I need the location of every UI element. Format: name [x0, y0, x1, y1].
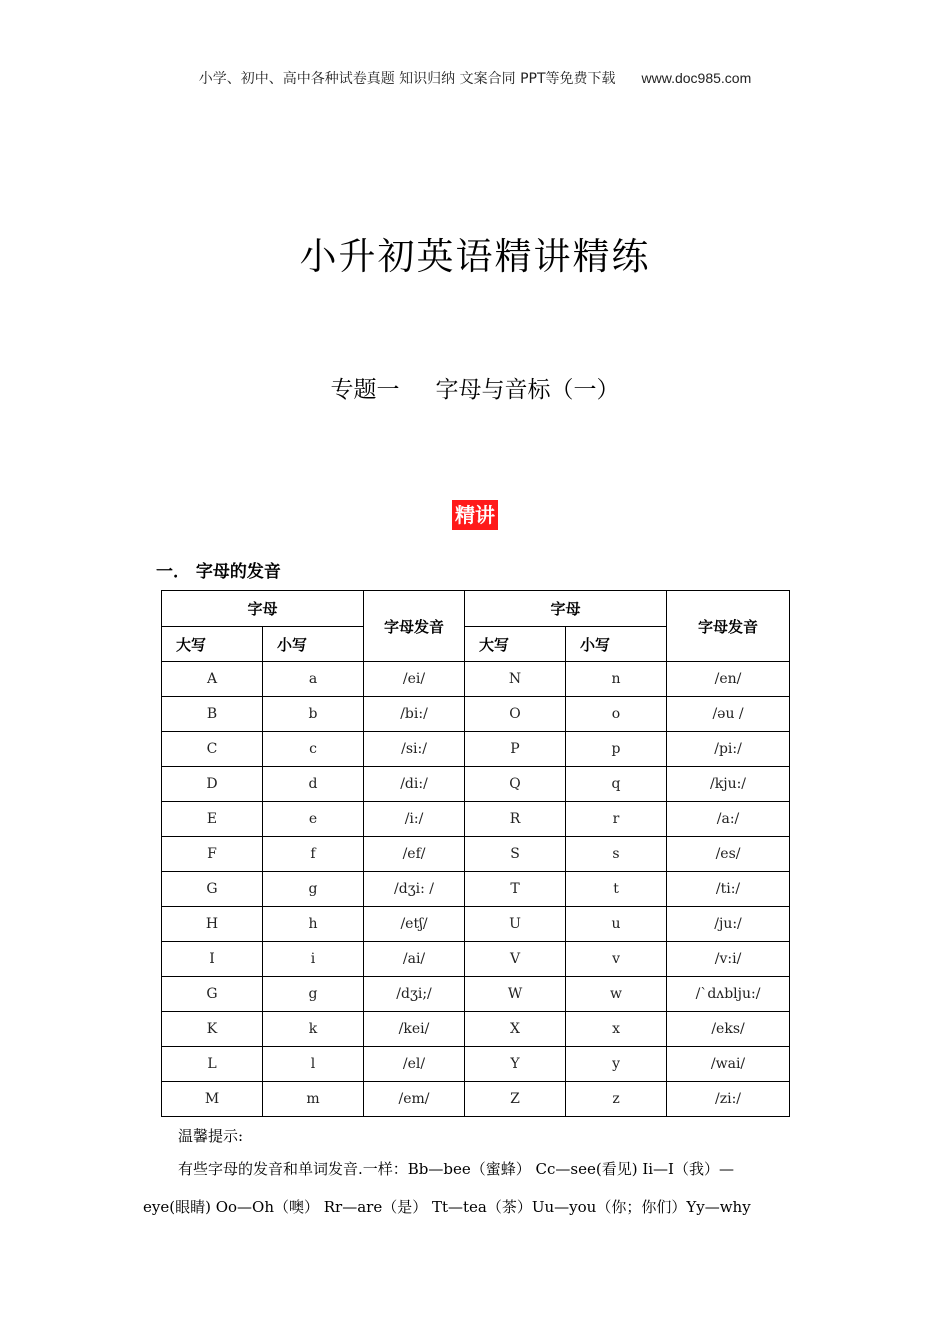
- alphabet-table: [161, 590, 790, 1117]
- table-row: [162, 662, 790, 697]
- table-row: [162, 837, 790, 872]
- uppercase-cell: U: [465, 907, 566, 942]
- lowercase-cell: x: [566, 1012, 667, 1047]
- table-row: [162, 977, 790, 1012]
- lowercase-header-left: 小写: [263, 627, 364, 662]
- lowercase-cell: e: [263, 802, 364, 837]
- uppercase-cell: O: [465, 697, 566, 732]
- letter-rows: [162, 662, 790, 1117]
- lowercase-header-right: 小写: [566, 627, 667, 662]
- uppercase-cell: S: [465, 837, 566, 872]
- topic-subtitle: [0, 371, 950, 404]
- uppercase-cell: E: [162, 802, 263, 837]
- table-row: [162, 1012, 790, 1047]
- lowercase-cell: m: [263, 1082, 364, 1117]
- lowercase-cell: y: [566, 1047, 667, 1082]
- uppercase-cell: I: [162, 942, 263, 977]
- lowercase-cell: t: [566, 872, 667, 907]
- page-header: [0, 68, 950, 88]
- pronunciation-cell: /em/: [364, 1082, 465, 1117]
- table-row: [162, 872, 790, 907]
- pronunciation-cell: /bi:/: [364, 697, 465, 732]
- uppercase-cell: H: [162, 907, 263, 942]
- section-title: 一． 字母的发音: [156, 562, 281, 582]
- pronunciation-cell: /kei/: [364, 1012, 465, 1047]
- pronunciation-cell: /wai/: [667, 1047, 790, 1082]
- lowercase-cell: q: [566, 767, 667, 802]
- pronunciation-cell: /es/: [667, 837, 790, 872]
- uppercase-cell: N: [465, 662, 566, 697]
- lowercase-cell: i: [263, 942, 364, 977]
- pronunciation-cell: /si:/: [364, 732, 465, 767]
- header-site[interactable]: www.doc985.com: [641, 70, 752, 86]
- pronunciation-cell: /v:i/: [667, 942, 790, 977]
- uppercase-cell: V: [465, 942, 566, 977]
- uppercase-cell: Q: [465, 767, 566, 802]
- pronunciation-cell: /di:/: [364, 767, 465, 802]
- lowercase-cell: a: [263, 662, 364, 697]
- letter-group-header-left: 字母: [162, 591, 364, 627]
- table-row: [162, 942, 790, 977]
- lowercase-cell: g: [263, 977, 364, 1012]
- uppercase-cell: W: [465, 977, 566, 1012]
- uppercase-cell: F: [162, 837, 263, 872]
- uppercase-cell: T: [465, 872, 566, 907]
- tip-label: 温馨提示:: [178, 1127, 244, 1145]
- lowercase-cell: l: [263, 1047, 364, 1082]
- lowercase-cell: f: [263, 837, 364, 872]
- lowercase-cell: h: [263, 907, 364, 942]
- uppercase-header-left: 大写: [162, 627, 263, 662]
- lowercase-cell: r: [566, 802, 667, 837]
- pronunciation-cell: /el/: [364, 1047, 465, 1082]
- lowercase-cell: u: [566, 907, 667, 942]
- pronunciation-cell: /kju:/: [667, 767, 790, 802]
- uppercase-cell: P: [465, 732, 566, 767]
- uppercase-cell: Y: [465, 1047, 566, 1082]
- lecture-badge: 精讲: [452, 500, 498, 530]
- pronunciation-cell: /ei/: [364, 662, 465, 697]
- uppercase-cell: D: [162, 767, 263, 802]
- table-row: [162, 1082, 790, 1117]
- lowercase-cell: b: [263, 697, 364, 732]
- pronunciation-cell: /dʒi;/: [364, 977, 465, 1012]
- pronunciation-cell: /dʒi: /: [364, 872, 465, 907]
- lowercase-cell: z: [566, 1082, 667, 1117]
- lowercase-cell: c: [263, 732, 364, 767]
- pronunciation-cell: /ef/: [364, 837, 465, 872]
- table-row: [162, 907, 790, 942]
- table-row: [162, 767, 790, 802]
- lowercase-cell: s: [566, 837, 667, 872]
- uppercase-cell: G: [162, 872, 263, 907]
- pronunciation-cell: /pi:/: [667, 732, 790, 767]
- lowercase-cell: g: [263, 872, 364, 907]
- pronunciation-cell: /a:/: [667, 802, 790, 837]
- uppercase-cell: Z: [465, 1082, 566, 1117]
- pronunciation-header-right: 字母发音: [667, 591, 790, 662]
- pronunciation-cell: /en/: [667, 662, 790, 697]
- pronunciation-cell: /etʃ/: [364, 907, 465, 942]
- pronunciation-cell: /eks/: [667, 1012, 790, 1047]
- lowercase-cell: k: [263, 1012, 364, 1047]
- lowercase-cell: v: [566, 942, 667, 977]
- lowercase-cell: p: [566, 732, 667, 767]
- uppercase-cell: M: [162, 1082, 263, 1117]
- document-title: 小升初英语精讲精练: [299, 235, 651, 278]
- uppercase-cell: G: [162, 977, 263, 1012]
- uppercase-cell: C: [162, 732, 263, 767]
- pronunciation-cell: /ti:/: [667, 872, 790, 907]
- uppercase-cell: R: [465, 802, 566, 837]
- lowercase-cell: w: [566, 977, 667, 1012]
- tip-text-line1: 有些字母的发音和单词发音.一样：Bb—bee（蜜蜂） Cc—see(看见) Ii—I（我）—: [178, 1160, 734, 1178]
- tip-text-line2: eye(眼睛) Oo—Oh（噢） Rr—are（是） Tt—tea（茶）Uu—you（你；你们）Yy—why: [143, 1198, 751, 1216]
- subtitle-topic: 专题一: [330, 377, 400, 403]
- pronunciation-cell: /ju:/: [667, 907, 790, 942]
- table-row: [162, 802, 790, 837]
- pronunciation-cell: /ai/: [364, 942, 465, 977]
- subtitle-name: 字母与音标（一）: [435, 377, 620, 403]
- uppercase-cell: A: [162, 662, 263, 697]
- pronunciation-header-left: 字母发音: [364, 591, 465, 662]
- table-row: [162, 1047, 790, 1082]
- lowercase-cell: o: [566, 697, 667, 732]
- uppercase-cell: B: [162, 697, 263, 732]
- uppercase-cell: X: [465, 1012, 566, 1047]
- lowercase-cell: n: [566, 662, 667, 697]
- pronunciation-cell: /əu /: [667, 697, 790, 732]
- letter-group-header-right: 字母: [465, 591, 667, 627]
- table-row: [162, 732, 790, 767]
- pronunciation-cell: /zi:/: [667, 1082, 790, 1117]
- pronunciation-cell: /ˋdʌblju:/: [667, 977, 790, 1012]
- uppercase-header-right: 大写: [465, 627, 566, 662]
- pronunciation-cell: /i:/: [364, 802, 465, 837]
- lowercase-cell: d: [263, 767, 364, 802]
- table-row: [162, 697, 790, 732]
- uppercase-cell: K: [162, 1012, 263, 1047]
- uppercase-cell: L: [162, 1047, 263, 1082]
- header-text: 小学、初中、高中各种试卷真题 知识归纳 文案合同 PPT等免费下载: [198, 71, 616, 87]
